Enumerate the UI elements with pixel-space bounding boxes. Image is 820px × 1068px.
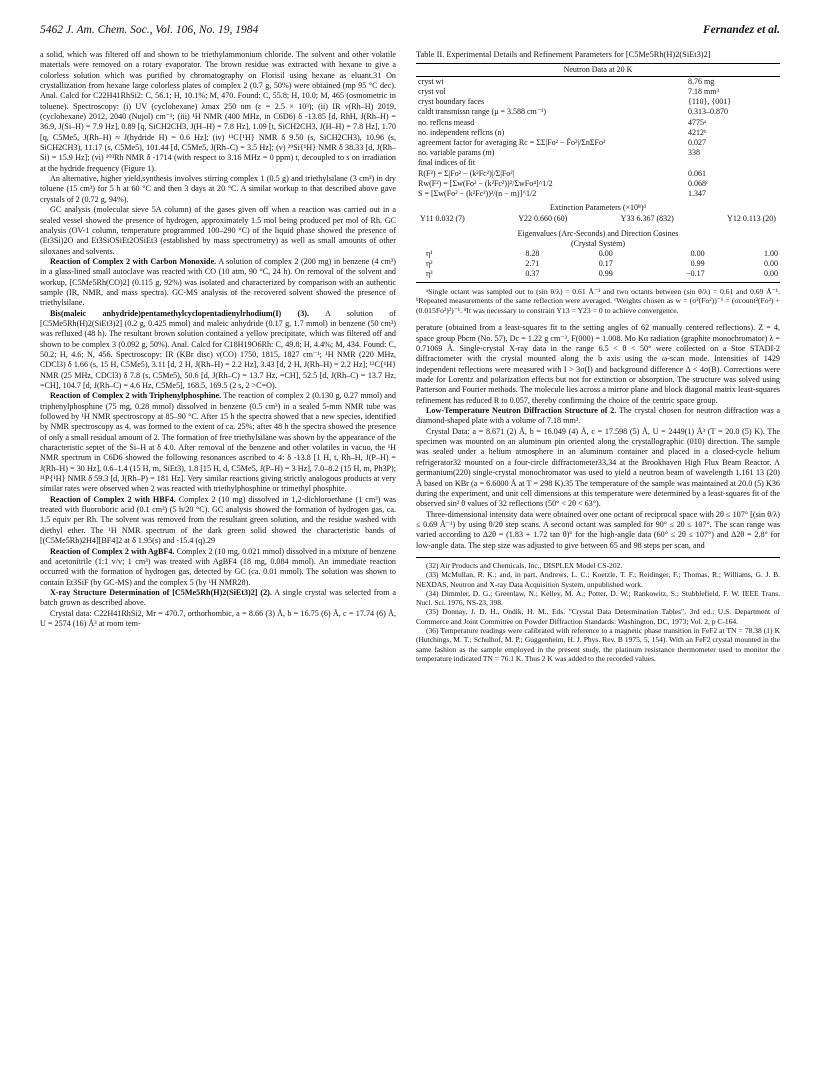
journal-citation: 5462 J. Am. Chem. Soc., Vol. 106, No. 19, 1984 (40, 24, 259, 36)
reference-item: (36) Temperature readings were calibrated with reference to a magnetic phase transition in FeF2 at TN = 78.38 (1) K (Hutchings, M. T.; Schulhof, M. P.; Guggenheim, H. J. Phys. Rev. B 1975, 5, 154). With an FeF2 crystal mounted in the same fashion as the sample employed in the present study, the platinum resistance thermometer used to monitor the temperature indicated TN = 76.1 K. Thus 2 K was added to the recorded values. (416, 625, 780, 663)
eigen-cell: 8.28 (525, 248, 540, 258)
table-row (416, 169, 780, 179)
extinction-title: Extinction Parameters (×10⁸)ᵈ (550, 203, 646, 213)
table-row (416, 87, 780, 97)
paragraph-text: A single crystal was selected from a batch grown as described above. (40, 587, 396, 608)
eigen-cell: 0.00 (598, 248, 613, 258)
section-heading: Bis(maleic anhydride)pentamethylcyclopentadienylrhodium(I) (3). (50, 308, 310, 318)
extinction-y22: Y22 0.660 (60) (518, 214, 568, 224)
reference-item: (35) Donnay, J. D. H., Ondik, H. M., Eds. "Crystal Data Determination Tables", 3rd ed.; U.S. Department of Commerce and Joint Committee on Powder Diffraction Standards: Washington, DC, 1973; Vol. 2, p C-164. (416, 607, 780, 626)
paragraph: Crystal data: C22H41RhSi2, Mr = 470.7, orthorhombic, a = 8.66 (3) Å, b = 16.75 (6) Å, c = 17.74 (6) Å, U = 2574 (16) Å³ at room tem- (40, 608, 396, 628)
paragraph: Crystal Data: a = 8.671 (2) Å, b = 16.049 (4) Å, c = 17.598 (5) Å, U = 2449(1) Å³ (T = 20.0 (5) K). The specimen was mounted on an aluminum pin oriented along the crystallographic (010) direction. The sample was sealed under a helium atmosphere in an aluminum container and placed in a closed-cycle helium refrigerator32 mounted on a four-circle diffractometer33,34 at the Brookhaven High Flux Beam Reactor. A germanium(220) single-crystal monochromator was used to yield a neutron beam of wavelength 1.161 13 (20) Å based on KBr (a = 6.6000 Å at T = 298 K).35 The temperature of the sample was maintained at 20.0 (5) K36 during the experiment, and unit cell dimensions at this temperature were determined by a least-squares fit of the observed sin² θ values of 32 reflections (50° < 2θ < 63°). (416, 426, 780, 509)
running-author: Fernandez et al. (703, 24, 780, 36)
eigen-title: Eigenvalues (Arc-Seconds) and Direction Cosines (517, 228, 679, 238)
references (416, 557, 780, 663)
eigen-cell: 1.00 (764, 248, 778, 258)
table-row (416, 97, 780, 107)
param-value: 4212ᵇ (688, 127, 707, 137)
param-value: 7.18 mm³ (688, 86, 719, 96)
table-row (416, 128, 780, 138)
reference-item: (32) Air Products and Chemicals, Inc., DISPLEX Model CS-202. (426, 560, 623, 570)
table-row (416, 118, 780, 128)
eigen-row (416, 269, 780, 279)
paragraph (40, 588, 396, 609)
table-section-title: Neutron Data at 20 K (416, 63, 780, 76)
section-heading: X-ray Structure Determination of [C5Me5Rh(H)2(SiEt3)2] (2). (50, 587, 272, 597)
refinement-table (416, 63, 780, 283)
param-label: cryst vol (418, 86, 446, 96)
table-row (416, 189, 780, 199)
eigen-cell: η² (426, 259, 433, 269)
param-label: S = [Σw(Fo² − (k²Fc²))²/(n − m)]^1/2 (418, 188, 537, 198)
eigen-cell: 0.00 (764, 269, 778, 279)
extinction-y12: Y12 0.113 (20) (727, 214, 776, 224)
paragraph-text: Complex 2 (10 mg) dissolved in 1,2-dichloroethane (1 cm³) was treated with fluoroboric acid (0.1 cm³) (5 h/20 °C). GC analysis showed the formation of hydrogen gas, ca. 1.5 equiv per Rh. The solvent was removed from the resultant green solution, and the residue washed with diethyl ether. The ¹H NMR spectrum of the dark green solid showed the characteristic bands of [(C5Me5Rh)2H4][BF4]2 at δ 1.95(s) and -15.4 (q).29 (40, 494, 396, 546)
paragraph: Three-dimensional intensity data were obtained over one octant of reciprocal space with 2θ ≤ 107° [(sin θ/λ) ≤ 0.69 Å⁻¹) by using θ/2θ step scans. A second octant was sampled for 90° ≤ 2θ ≤ 107°. The scan range was varied according to Δ2θ = (1.83 + 1.72 tan θ)° for the high-angle data (60° ≤ 2θ ≤ 107°) and Δ2θ = 2.8° for low-angle data. The step size was adjusted to give between 65 and 98 steps per scan, and (416, 509, 780, 550)
extinction-y33: Y33 6.367 (832) (620, 214, 674, 224)
paragraph (40, 495, 396, 547)
param-value: 338 (688, 148, 700, 158)
paragraph: An alternative, higher yield,synthesis involves stirring complex 1 (0.5 g) and triethylsilane (3 cm³) in dry toluene (15 cm³) for 5 h at 60 °C and then 3 days at 20 °C. A similar workup to that described above gave crystals of 2 (0.72 g, 94%). (40, 174, 396, 204)
param-label: cryst wt (418, 76, 444, 86)
paragraph (40, 391, 396, 494)
paragraph-text: A solution of complex 2 (200 mg) in benzene (4 cm³) in a glass-lined small autoclave was reacted with CO (10 atm, 90 °C, 24 h). On removal of the solvent and workup, [C5Me5Rh(CO)2] (0.115 g, 92%) was isolated and characterized by comparison with an authentic sample (IR, NMR, and mass spectra). GC-MS analysis of the recovered solvent showed the presence of triethylsilane. (40, 256, 397, 308)
paragraph: a solid, which was filtered off and shown to be triethylammonium chloride. The solvent and other volatile materials were removed on a rotary evaporator. The brown residue was extracted with hexane to give a colorless solution which was purified by chromatography on Florisil using hexane as eluant.31 On crystallization from hexane large colorless plates of complex 2 (0.7 g, 50%) were obtained (mp 95 °C dec). Anal. Calcd for C22H41RhSi2: C, 56.1; H, 10.1%; M, 470. Found: C, 55.8; H, 10.0; M, 465 (osmometric in toluene). Spectroscopy: (i) UV (cyclohexane) λmax 250 nm (ε = 2.5 × 10³); (ii) IR ν(Rh–H) 2019, (cyclohexane) 2012, 2040 (Nujol) cm⁻¹; (iii) ¹H NMR (400 MHz, in C6D6) δ -13.85 [d, RhH, J(Rh–H) = 36.9, J(Si–H) = 7.9 Hz], 0.89 [q, SiCH2CH3, J(H–H) = 7.8 Hz], 1.09 [t, SiCH2CH3, J(H–H) = 7.8 Hz], 1.70 [q, C5Me5, J(Rh–H) ≈ J(hydride H) = 0.6 Hz]; (iv) ¹³C{¹H} NMR δ 9.50 (s, SiCH2CH3), 10.96 (s, SiCH2CH3), 11.17 (s, C5Me5), 101.44 [d, C5Me5, J(Rh–C) = 3.5 Hz]; (v) ²⁹Si{¹H} NMR δ 38.33 [d, J(Rh–Si) = 15.9 Hz]; (vi) ¹⁰³Rh NMR δ -1714 (with respect to 3.16 MHz = 0 ppm) t, decoupled to s on irradiation at the hydride frequency (Figure 1). (40, 50, 396, 173)
table-row (416, 138, 780, 148)
section-heading: Reaction of Complex 2 with Carbon Monoxide. (50, 256, 217, 266)
extinction-y11: Y11 0.032 (7) (420, 214, 465, 224)
paragraph (40, 547, 396, 588)
right-column (416, 50, 780, 663)
param-label: R(F²) = Σ|Fo² − (k²Fc²)|/Σ|Fo²| (418, 168, 515, 178)
table-row (416, 148, 780, 158)
paragraph-text: The crystal chosen for neutron diffraction was a diamond-shaped plate with a volume of 7.18 mm³. (416, 406, 780, 426)
eigen-cell: 0.00 (690, 248, 705, 258)
eigen-cell: 0.37 (525, 269, 540, 279)
eigen-cell: 2.71 (525, 259, 540, 269)
table-row (416, 158, 780, 168)
param-value (686, 158, 780, 168)
paragraph-text: A solution of [C5Me5Rh(H)2(SiEt3)2] (0.2 g, 0.425 mmol) and maleic anhydride (0.17 g, 1.7 mmol) in benzene (50 cm³) was refluxed (48 h). The resultant brown solution contained a yellow precipitate, which was filtered off and shown to be complex 3 (0.092 g, 50%). Anal. Calcd for C18H19O6Rh: C, 49.8; H, 4.4%; M, 434. Found: C, 50.2; H, 4.6; N, 456. Spectroscopy: IR (KBr disc) ν(CO) 1750, 1815, 1827 cm⁻¹; ¹H NMR (220 MHz, CDCl3) δ 1.66 (s, 15 H, C5Me5), 3.11 [d, 2 H, J(Rh–H) = 2.2 Hz], 3.43 [d, 2 H, J(Rh–H) = 2.2 Hz]; ¹³C{¹H} NMR (25 MHz, CDCl3) δ 7.8 (s, C5Me5), 50.6 [d, J(Rh–C) = 13.7 Hz, =CH], 52.5 [d, J(Rh–C) = 13.7 Hz, =CH], 104.7 [d, J(Rh–C) = 4.6 Hz, C5Me5], 168.5, 169.5 (2 s, 2 >C=O). (40, 308, 396, 390)
param-label: no. independent reflcns (n) (418, 127, 505, 137)
eigen-cell: η¹ (426, 248, 433, 258)
eigen-cell: 0.00 (764, 259, 778, 269)
param-value: 0.313–0.870 (688, 107, 728, 117)
param-label: Rw(F²) = [Σw(Fo² − (k²Fc²))²/ΣwFo⁴]^1/2 (418, 178, 553, 188)
param-label: agreement factor for averaging Rc = ΣΣ|Fo² − F̄o²|/ΣnΣFo² (418, 137, 606, 147)
table-row (416, 107, 780, 117)
paragraph: GC analysis (molecular sieve 5A column) of the gases given off when a reaction was carried out in a sealed vessel showed the presence of hydrogen, approximately 1.5 mol being produced per mol of Rh. GC analysis (OV-1 column, temperature programmed 100–290 °C) of the liquid phase showed the presence of (Et3Si)2O and Et3SiOSiEt2OSiEt3 (established by mass spectrometry) as well as small amounts of other siloxanes and solvents. (40, 205, 396, 256)
table-footnotes: ᵃSingle octant was sampled out to (sin θ/λ) = 0.61 Å⁻¹ and two octants between (sin θ/λ) = 0.61 and 0.69 Å⁻¹. ᵇRepeated measurements of the same reflection were averaged. ᶜWeights chosen as w = (σ²(Fo²))⁻¹ = (σcount²(Fo²) + (0.015Fo²)²)⁻¹. ᵈIt was necessary to constrain Y13 = Y23 = 0 to achieve convergence. (416, 286, 780, 315)
param-value: 1.347 (688, 188, 706, 198)
param-label: caldt transmissn range (μ = 3.588 cm⁻¹) (418, 107, 547, 117)
param-value: 8.76 mg (688, 76, 715, 86)
table-caption (416, 50, 780, 61)
reference-item: (34) Dimmler, D. G.; Greenlaw, N.; Kelley, M. A.; Potter, D. W.; Rankowitz, S.; Stubblefield, F. W. IEEE Trans. Nucl. Sci. 1976, NS-23, 398. (416, 588, 780, 608)
left-column (40, 50, 396, 629)
table-row (416, 76, 780, 87)
eigen-cell: η³ (426, 269, 433, 279)
paragraph-text: Complex 2 (10 mg, 0.021 mmol) dissolved in a mixture of benzene and acetonitrile (1:1 v/v; 1 cm³) was treated with AgBF4 (18 mg, 0.084 mmol). An immediate reaction occurred with the formation of hydrogen gas, detected by GC (ca. 0.01 mmol). The solution was shown to contain Et3SiF (by GC-MS) and the complex 5 (by ¹H NMR28). (40, 546, 396, 587)
eigen-row (416, 249, 780, 259)
param-value: 0.068ᶜ (688, 178, 709, 188)
extinction-row (418, 213, 778, 227)
section-heading: Reaction of Complex 2 with HBF4. (50, 494, 176, 504)
paragraph-text: The reaction of complex 2 (0.130 g, 0.27 mmol) and triphenylphosphine (75 mg, 0.28 mmol) dissolved in benzene (0.5 cm³) in a sealed 5-mm NMR tube was followed by ¹H NMR spectroscopy at 85–90 °C. After 15 h the spectra showed that a new species, identified by NMR spectroscopy as 4, was formed to the extent of ca. 25%; after 48 h the spectra showed the presence of only a small residual amount of 2. The formation of free triethylsilane was shown by the appearance of the characteristic septet of the Si–H at δ 4.0. After removal of the benzene and other volatiles in vacuo, the ¹H NMR spectrum in C6D6 showed the following resonances ascribed to 4: δ -13.8 [1 H, t, Rh–H, J(P–H) = J(Rh–H) = 30 Hz], 0.6–1.4 (15 H, m, SiEt3), 1.8 [15 H, d, C5Me5, J(P–H) = 3 Hz], 7.0–8.2 (15 H, m, Ph3P); ³¹P{¹H} NMR δ 59.3 [d, J(Rh–P) = 181 Hz]. Very similar reactions giving strictly analogous products at very similar rates were observed when 2 was reacted with triethylphosphine or trimethyl phosphite. (40, 391, 396, 494)
eigen-row (416, 259, 780, 269)
eigen-subtitle: (Crystal System) (571, 238, 625, 248)
section-heading: Reaction of Complex 2 with AgBF4. (50, 546, 175, 556)
paragraph: perature (obtained from a least-squares fit to the setting angles of 62 manually centered reflections). Z = 4, space group Pbcm (No. 57), Dc = 1.22 g cm⁻³, F(000) = 1.008. Mo Kα radiation (graphite monochromator) λ = 0.71069 Å. Single-crystal X-ray data in the range 6.5 < θ < 50° were collected on a Stoe STADI-2 diffractometer with the crystal mounted along the b axis using the ω-scan mode. Intensities of 1429 independent reflections were measured with I > 3σ(I) and background difference Δ < 4σ(B). Corrections were made for Lorentz and polarization effects but not for extinction or absorption. The structure was solved using Patterson and Fourier methods. The molecule lies across a mirror plane and block diagonal matrix least-squares refinement has reduced R to 0.057, thereby confirming the choice of the centric space group. (416, 323, 780, 405)
eigen-table (416, 249, 780, 280)
param-label: cryst boundary faces (418, 97, 485, 107)
section-heading: Reaction of Complex 2 with Triphenylphosphine. (50, 391, 222, 401)
reference-item: (33) McMullan, R. K.; and, in part, Andrews, L. C.; Koetzle, T. F.; Reidinger, F.; Thomas, R.; Williams, G. J. B. NEXDAS, Neutron and X-ray Data Acquisition System, unpublished work. (416, 570, 780, 589)
param-label: final indices of fit (418, 158, 476, 168)
table-row (416, 179, 780, 189)
param-value: 4775ᵃ (688, 117, 707, 127)
eigen-cell: −0.17 (686, 269, 705, 279)
paragraph (40, 309, 396, 392)
paragraph (416, 406, 780, 427)
table-title: Experimental Details and Refinement Parameters for [C5Me5Rh(H)2(SiEt3)2] (444, 50, 711, 59)
eigen-cell: 0.99 (690, 259, 705, 269)
page-header (40, 24, 780, 42)
eigen-cell: 0.17 (598, 259, 613, 269)
eigen-cell: 0.99 (598, 269, 613, 279)
param-label: no. variable params (m) (418, 148, 495, 158)
paragraph (40, 257, 396, 309)
param-value: {110}, {001} (688, 97, 732, 107)
param-label: no. reflcns measd (418, 117, 475, 127)
section-heading: Low-Temperature Neutron Diffraction Structure of 2. (426, 406, 617, 416)
table-number: Table II. (416, 50, 445, 59)
param-value: 0.027 (688, 137, 706, 147)
param-value: 0.061 (688, 168, 706, 178)
